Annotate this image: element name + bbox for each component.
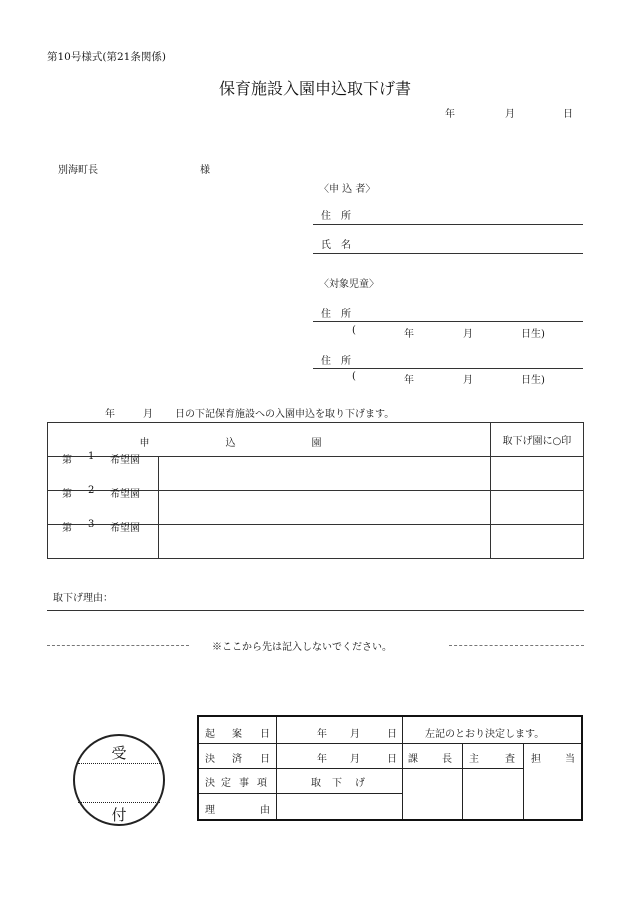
facility-table bbox=[47, 422, 584, 559]
facility-withdraw-cell-3[interactable] bbox=[490, 525, 583, 559]
decided-date-label-3: 日 bbox=[260, 754, 270, 765]
row-label-part: 第 bbox=[62, 489, 72, 500]
office-reason-label-2: 由 bbox=[260, 805, 270, 816]
decided-date-label-1: 決 bbox=[205, 754, 215, 765]
row-label-part: 第 bbox=[62, 455, 72, 466]
decided-date-month: 月 bbox=[350, 754, 360, 765]
decided-date-day: 日 bbox=[387, 754, 397, 765]
facility-withdraw-cell-1[interactable] bbox=[490, 457, 583, 491]
facility-name-cell-1[interactable] bbox=[159, 457, 491, 491]
office-reason-label-1: 理 bbox=[205, 805, 215, 816]
birth-open-1: ( bbox=[352, 325, 356, 336]
row-label-part: 希望園 bbox=[110, 489, 140, 500]
applicant-address-line[interactable] bbox=[313, 224, 583, 225]
reason-label: 取下げ理由： bbox=[53, 593, 113, 604]
addressee-honorific: 様 bbox=[200, 165, 210, 176]
facility-header-char-2: 込 bbox=[225, 437, 236, 449]
role-chief-examiner-2: 査 bbox=[505, 754, 515, 765]
birth-day-1: 日生) bbox=[521, 329, 545, 340]
office-hline-2 bbox=[199, 768, 524, 769]
separator-dash-right bbox=[449, 645, 584, 646]
birth-month-2: 月 bbox=[463, 375, 473, 386]
statement-month: 月 bbox=[143, 409, 153, 420]
decision-item-value-2: 下 bbox=[332, 778, 342, 789]
office-hline-3 bbox=[199, 793, 402, 794]
form-number: 第10号様式(第21条関係) bbox=[47, 51, 166, 63]
statement-text: 日の下記保育施設への入園申込を取り下げます。 bbox=[175, 409, 395, 420]
office-hline-1 bbox=[199, 743, 581, 744]
facility-header-char-1: 申 bbox=[139, 437, 150, 449]
applicant-address-label: 住 所 bbox=[321, 211, 351, 222]
facility-withdraw-cell-2[interactable] bbox=[490, 491, 583, 525]
child-address-line-2[interactable] bbox=[313, 368, 583, 369]
applicant-section-label: 〈申 込 者〉 bbox=[319, 184, 376, 195]
decision-text: 左記のとおり決定します。 bbox=[425, 729, 545, 740]
date-year-label: 年 bbox=[445, 109, 455, 120]
stamp-divider-bottom bbox=[78, 802, 160, 803]
office-vline-3 bbox=[462, 743, 463, 819]
birth-open-2: ( bbox=[352, 371, 356, 382]
date-day-label: 日 bbox=[563, 109, 573, 120]
draft-date-day: 日 bbox=[387, 729, 397, 740]
decision-item-label-4: 項 bbox=[257, 778, 267, 789]
child-address-label-2: 住 所 bbox=[321, 356, 351, 367]
date-month-label: 月 bbox=[505, 109, 515, 120]
draft-date-year: 年 bbox=[317, 729, 327, 740]
reason-line[interactable] bbox=[47, 610, 584, 611]
office-vline-4 bbox=[523, 743, 524, 819]
facility-header-withdraw: 取下げ園に○印 bbox=[490, 423, 583, 457]
separator-note: ※ここから先は記入しないでください。 bbox=[212, 642, 392, 653]
stamp-divider-top bbox=[78, 763, 160, 764]
birth-month-1: 月 bbox=[463, 329, 473, 340]
role-chief-examiner-1: 主 bbox=[469, 754, 479, 765]
birth-year-2: 年 bbox=[404, 375, 414, 386]
child-address-line-1[interactable] bbox=[313, 321, 583, 322]
child-address-label-1: 住 所 bbox=[321, 309, 351, 320]
facility-name-cell-2[interactable] bbox=[159, 491, 491, 525]
role-section-chief-1: 課 bbox=[408, 754, 418, 765]
stamp-bottom-char: 付 bbox=[111, 806, 127, 824]
child-section-label: 〈対象児童〉 bbox=[319, 279, 379, 290]
decision-item-value-1: 取 bbox=[311, 778, 321, 789]
statement-year: 年 bbox=[105, 409, 115, 420]
draft-date-label-3: 日 bbox=[260, 729, 270, 740]
decision-item-label-1: 決 bbox=[205, 778, 215, 789]
draft-date-label-2: 案 bbox=[232, 729, 242, 740]
row-label-part: 希望園 bbox=[110, 523, 140, 534]
facility-name-cell-3[interactable] bbox=[159, 525, 491, 559]
draft-date-month: 月 bbox=[350, 729, 360, 740]
decision-item-label-2: 定 bbox=[221, 778, 231, 789]
role-staff-2: 当 bbox=[565, 754, 575, 765]
birth-year-1: 年 bbox=[404, 329, 414, 340]
addressee-name: 別海町長 bbox=[58, 165, 98, 176]
decision-item-value-3: げ bbox=[355, 778, 365, 789]
facility-row-label-3 bbox=[48, 519, 159, 559]
applicant-name-label: 氏 名 bbox=[321, 240, 351, 251]
row-label-part: 希望園 bbox=[110, 455, 140, 466]
birth-day-2: 日生) bbox=[521, 375, 545, 386]
separator-dash-left bbox=[47, 645, 189, 646]
stamp-top-char: 受 bbox=[111, 744, 127, 762]
row-label-part: 3 bbox=[88, 519, 95, 530]
decision-item-label-3: 事 bbox=[239, 778, 249, 789]
role-staff-1: 担 bbox=[531, 754, 541, 765]
table-row bbox=[48, 525, 584, 559]
document-title: 保育施設入園申込取下げ書 bbox=[218, 79, 411, 98]
office-use-table bbox=[197, 715, 583, 821]
applicant-name-line[interactable] bbox=[313, 253, 583, 254]
row-label-part: 1 bbox=[88, 451, 95, 462]
role-section-chief-2: 長 bbox=[442, 754, 452, 765]
facility-header-char-3: 園 bbox=[311, 437, 322, 449]
draft-date-label-1: 起 bbox=[205, 729, 215, 740]
row-label-part: 第 bbox=[62, 523, 72, 534]
decided-date-label-2: 済 bbox=[232, 754, 242, 765]
reception-stamp bbox=[73, 734, 165, 826]
row-label-part: 2 bbox=[88, 485, 95, 496]
decided-date-year: 年 bbox=[317, 754, 327, 765]
